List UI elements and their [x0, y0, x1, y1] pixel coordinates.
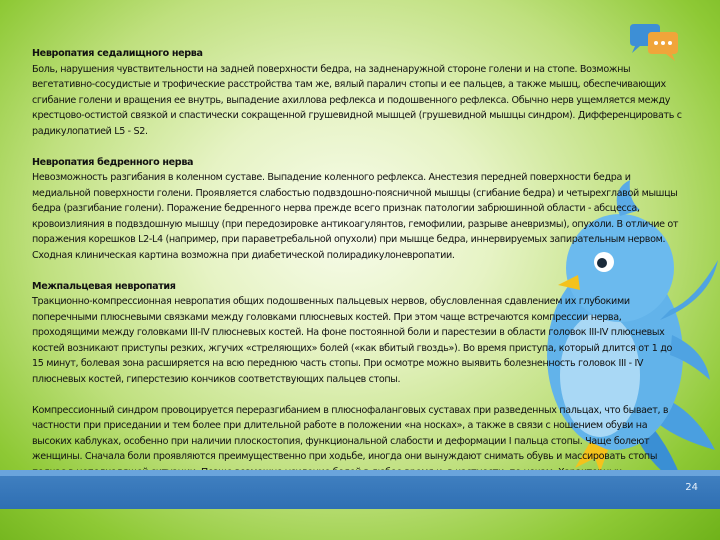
section-body: Компрессионный синдром провоцируется переразгибанием в плюснофаланговых суставах при разведенных пальцах, что бывает, в частности при приседании и тем более при длительной работе в положении «на носках», а также в связи с ношением обуви на высоких каблуках, особенно при наличии плоскостопия, функциональной слабости и деформации I пальца стопы. Чаще болеют женщины. Сначала боли проявляются преимущественно при ходьбе, иногда они вынуждают снимать обувь и массировать стопы	[32, 404, 669, 462]
section-heading: Невропатия бедренного нерва	[32, 156, 194, 168]
section-heading: Межпальцевая невропатия	[32, 280, 176, 292]
section-interdigital-neuropathy	[32, 279, 682, 388]
section-body: Тракционно-компрессионная невропатия общих подошвенных пальцевых нервов, обусловленная сдавлением их глубокими поперечными плюсневыми связками между головками плюсневых костей. При этом чаще встречаются компрессии нерва, проходящими между головками III-IV плюсневых костей. На фоне постоянной боли и парестезии в области головок III-IV плюсневых костей возникают приступы резких, жгучих «стреляющих» болей («как вбитый гвоздь»). Во время приступа, который длится от 1 до 15 минут, болевая зона расширяется на всю переднюю часть стопы. При осмотре можно выявить болезненность головок III - IV плюсневых костей, гиперстезию кончиков соответствующих пальцев стопы.	[32, 296, 673, 385]
section-heading: Невропатия седалищного нерва	[32, 48, 203, 59]
section-body: Боль, нарушения чувствительности на задней поверхности бедра, на задненаружной стороне голени и на стопе. Возможны вегетативно-сосудистые и трофические расстройства там же, вялый паралич стопы и ее пальцев, а также мышц, обеспечивающих сгибание голени и вращения ее внутрь, выпадение ахиллова рефлекса и подошвенного рефлекса. Обычно нерв ущемляется между крестцово-остистой связкой и спастически сокращенной грушевидной мышцей (грушевидной мышцы синдром). Дифференцировать с радикулопатией L5 - S2.	[32, 63, 682, 137]
footer-band	[0, 476, 720, 509]
section-body: Невозможность разгибания в коленном суставе. Выпадение коленного рефлекса. Анестезия передней поверхности бедра и медиальной поверхности голени. Проявляется слабостью подвздошно-поясничной мышцы (сгибание бедра) и четырехглавой мышцы бедра (разгибание голени). Поражение бедренного нерва прежде всего признак патологии забрюшинной области - абсцесса, кровоизлияния в подвздошную мышцу (при передозировке антикоагулянтов, гемофилии, разрыве аневризмы), опухоли. В отличие от поражения корешков L2-L4 (например, при параветребальной опухоли) при мышце бедра, иннервируемых запирательным нервом. Сходная клиническая картина возможна при диабетической полирадикулоневропатии.	[32, 172, 679, 261]
section-femoral-neuropathy	[32, 155, 682, 264]
page-number: 24	[685, 482, 698, 493]
section-sciatic-neuropathy	[32, 46, 682, 139]
slide-text	[32, 46, 682, 496]
